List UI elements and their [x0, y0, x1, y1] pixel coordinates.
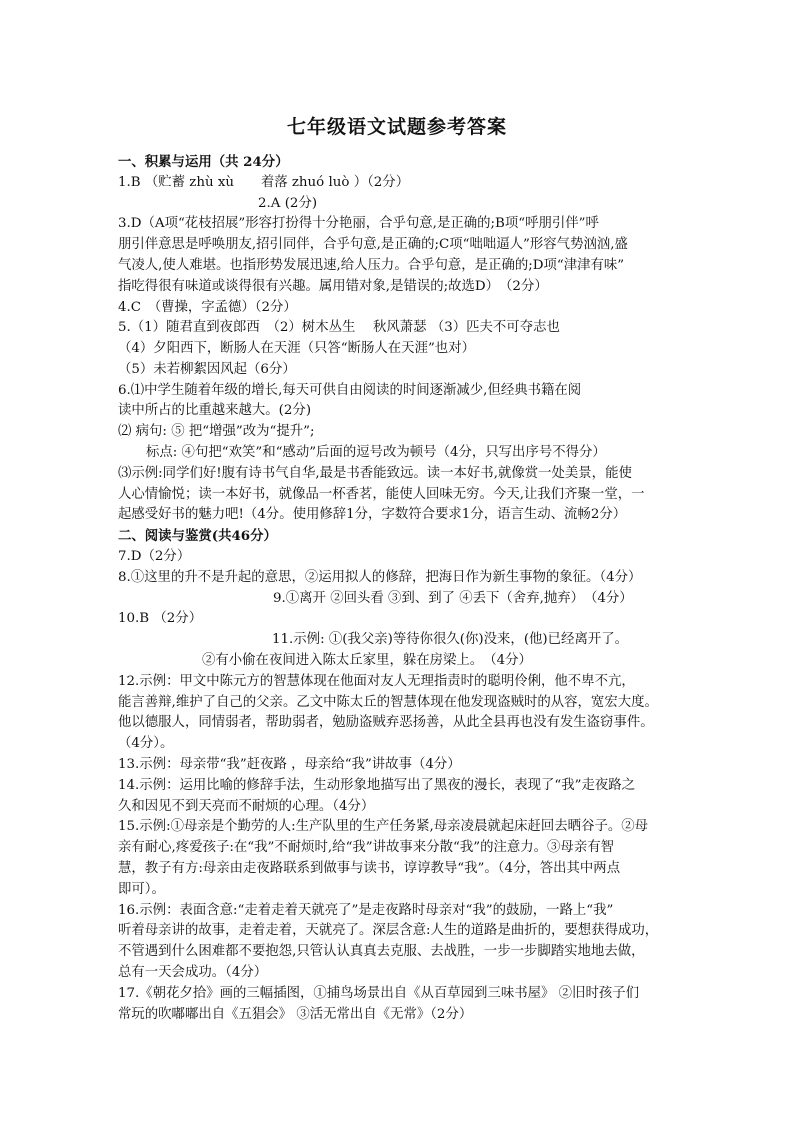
section-heading-1: 一、积累与运用（共 24分）	[118, 154, 289, 170]
answer-line: 不管遇到什么困难都不要抱怨,只管认认真真去克服、去战胜，一步一步脚踏实地地去做，	[118, 944, 645, 959]
answer-line: 指吃得很有味道或谈得很有兴趣。属用错对象,是错误的;故选D） （2分）	[118, 279, 548, 294]
answer-line: 17.《朝花夕拾》画的三幅插图，①捕鸟场景出自《从百草园到三味书屋》 ②旧时孩子们	[118, 986, 640, 1001]
answer-line: 12.示例：甲文中陈元方的智慧体现在他面对友人无理指责时的聪明伶俐，他不卑不亢，	[118, 674, 635, 689]
answer-line: 8.①这里的升不是升起的意思，②运用拟人的修辞，把海日作为新生事物的象征。（4分）	[118, 570, 642, 585]
answer-line: 13.示例：母亲带“我”赶夜路 ，母亲给“我”讲故事（4分）	[118, 757, 461, 772]
answer-line: 总有一天会成功。（4分）	[118, 965, 268, 980]
answer-line: 听着母亲讲的故事，走着走着，天就亮了。深层含意:人生的道路是曲折的，要想获得成功，	[118, 923, 659, 938]
answer-line: ⑵ 病句: ⑤ 把“增强”改为“提升”;	[118, 424, 315, 439]
answer-line: （4分）。	[118, 736, 174, 751]
answer-line: 起感受好书的魅力吧!（4分。使用修辞1分，字数符合要求1分，语言生动、流畅2分）	[118, 507, 627, 522]
answer-line: 15.示例:①母亲是个勤劳的人:生产队里的生产任务紧,母亲凌晨就起床赶回去晒谷子。②母	[118, 819, 649, 834]
answer-line: 9.①离开 ②回头看 ③到、到了 ④丢下（舍弃,抛弃） （4分）	[273, 591, 633, 606]
answer-line: 常玩的吹嘟嘟出自《五猖会》 ③活无常出自《无常》（2分）	[118, 1007, 473, 1022]
answer-line: 人心情愉悦；读一本好书，就像品一杯香茗，能使人回味无穷。今天,让我们齐聚一堂，一	[118, 487, 645, 502]
answer-line: 朋引伴意思是呼唤朋友,招引同伴，合乎句意,是正确的;C项“咄咄逼人”形容气势汹汹,盛	[118, 237, 628, 252]
answer-line: 1.B （贮蓄 zhù xù 着落 zhuó luò ）（2分）	[118, 175, 410, 190]
answer-line: 亲有耐心,疼爱孩子:在“我”不耐烦时,给“我”讲故事来分散“我”的注意力。③母亲有智	[118, 840, 614, 855]
answer-line: 标点: ④句把“欢笑”和“感动”后面的逗号改为顿号（4分，只写出序号不得分）	[146, 445, 606, 460]
answer-line: 慧，教子有方:母亲由走夜路联系到做事与读书，谆谆教导“我”。（4分，答出其中两点	[118, 861, 621, 876]
answer-line: 久和因见不到天亮而不耐烦的心理。（4分）	[118, 799, 375, 814]
answer-line: 7.D（2分）	[118, 549, 191, 564]
answer-line: 他以德服人，同情弱者，帮助弱者，勉励盗贼弃恶扬善，从此全县再也没有发生盗窃事件。	[118, 715, 654, 730]
answer-line: 14.示例：运用比喻的修辞手法，生动形象地描写出了黑夜的漫长，表现了“我”走夜路之	[118, 778, 636, 793]
answer-line: 即可）。	[118, 882, 165, 897]
answer-line: 读中所占的比重越来越大。(2分)	[118, 403, 312, 418]
answer-line: （5）未若柳絮因风起（6分）	[118, 362, 296, 377]
answer-line: 10.B （2分）	[118, 611, 203, 626]
answer-line: 5.（1）随君直到夜郎西 （2）树木丛生 秋风萧瑟 （3）匹夫不可夺志也	[118, 320, 560, 335]
answer-line: 16.示例：表面含意:“走着走着天就亮了”是走夜路时母亲对“我”的鼓励，一路上“我”	[118, 903, 614, 918]
answer-line: 11.示例: ①(我父亲)等待你很久(你)没来，(他)已经离开了。	[272, 632, 629, 647]
answer-line: 气凌人,使人难堪。也指形势发展迅速,给人压力。合乎句意，是正确的;D项“津津有味”	[118, 258, 625, 273]
answer-line: 4.C （曹操，字孟德）（2分）	[118, 300, 297, 315]
answer-line: 2.A (2分)	[258, 196, 318, 211]
page-title: 七年级语文试题参考答案	[286, 116, 507, 138]
answer-line: 6.⑴中学生随着年级的增长,每天可供自由阅读的时间逐渐减少,但经典书籍在阅	[118, 383, 582, 398]
answer-line: ②有小偷在夜间进入陈太丘家里，躲在房梁上。 （4分）	[202, 653, 532, 668]
answer-line: 3.D（A项“花枝招展”形容打扮得十分艳丽，合乎句意,是正确的;B项“呼朋引伴”呼	[118, 216, 599, 231]
answer-line: （4）夕阳西下，断肠人在天涯（只答“断肠人在天涯”也对）	[118, 341, 475, 356]
answer-line: 能言善辩,维护了自己的父亲。乙文中陈太丘的智慧体现在他发现盗贼时的从容，宽宏大度。	[118, 695, 658, 710]
answer-line: ⑶示例:同学们好!腹有诗书气自华,最是书香能致远。读一本好书,就像赏一处美景，能使	[118, 466, 632, 481]
section-heading-2: 二、阅读与鉴赏(共46分）	[118, 528, 277, 544]
